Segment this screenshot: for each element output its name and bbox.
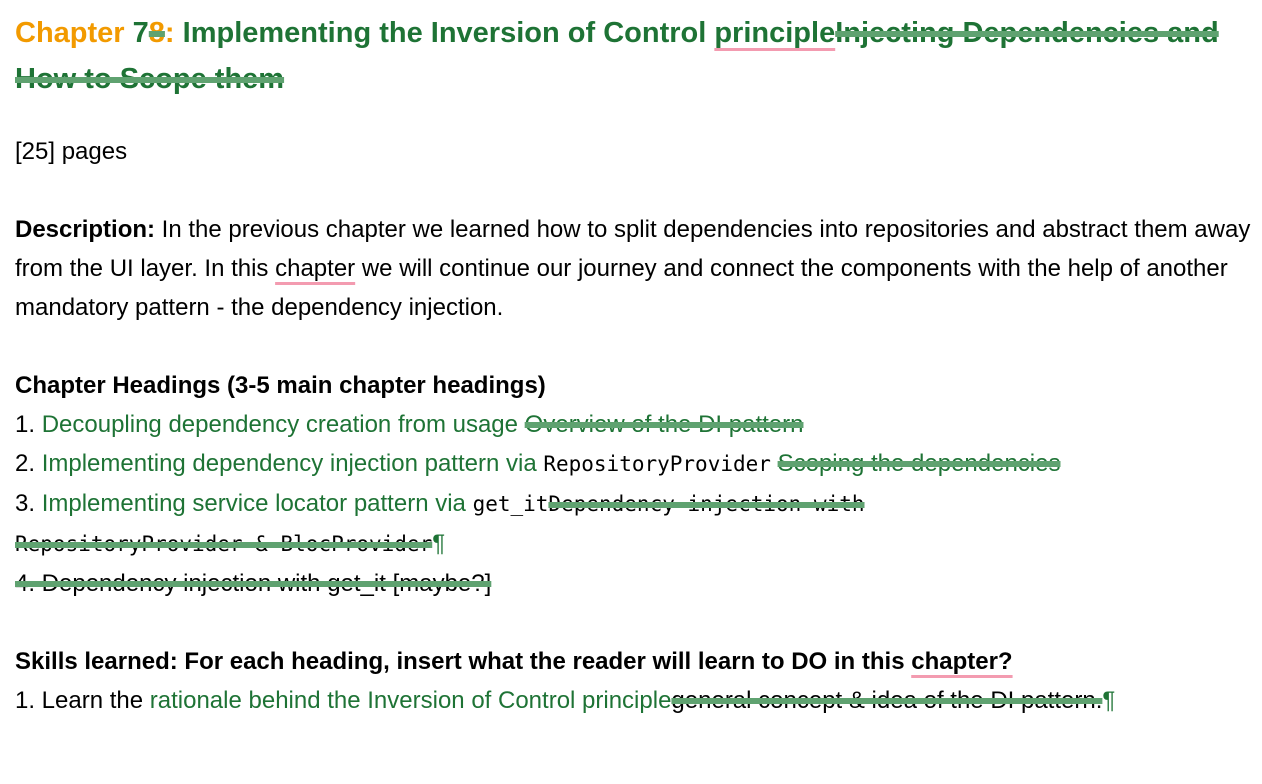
title-deleted-text: Injecting Dependencies and How to Scope them <box>15 17 1219 95</box>
title-misspelled-word[interactable]: principle <box>714 17 836 49</box>
document-page <box>15 10 1255 720</box>
headings-title <box>15 366 1255 405</box>
skill-1-pilcrow: ¶ <box>1102 687 1116 714</box>
heading-1-number: 1. <box>15 411 42 438</box>
heading-2-number: 2. <box>15 450 42 477</box>
description-paragraph[interactable] <box>15 210 1255 327</box>
description-label: Description: <box>15 216 156 243</box>
description-text-1: In the previous chapter we learned how to split dependencies into repositories and abstract them away from the UI layer. In this <box>15 216 1251 282</box>
heading-3-number: 3. <box>15 490 42 517</box>
title-colon: : <box>164 17 175 49</box>
chapter-number-deleted: 8 <box>148 17 165 49</box>
heading-item-2[interactable] <box>15 444 1255 484</box>
heading-4-deleted: 4. Dependency injection with get_it [maybe?] <box>15 570 492 597</box>
skills-title[interactable] <box>15 642 1255 681</box>
description-misspelled-word[interactable]: chapter <box>275 255 356 282</box>
spacer <box>15 603 1255 642</box>
chapter-number-inserted: 7 <box>132 17 149 49</box>
heading-item-1[interactable] <box>15 405 1255 444</box>
spacer <box>15 327 1255 366</box>
title-inserted-text: Implementing the Inversion of Control <box>174 17 715 49</box>
description-text-2: we will continue our journey and connect the components with the help of another mandatory pattern - the dependency injection. <box>15 255 1228 321</box>
skill-1-inserted: rationale behind the Inversion of Control principle <box>149 687 672 714</box>
heading-2-inserted: Implementing dependency injection pattern via <box>41 450 544 477</box>
skill-item-1[interactable] <box>15 681 1155 720</box>
skills-misspelled-word[interactable]: chapter? <box>911 648 1013 675</box>
heading-2-deleted: Scoping the dependencies <box>777 450 1061 477</box>
skill-1-deleted: general concept & idea of the DI pattern. <box>671 687 1103 714</box>
heading-item-4[interactable] <box>15 564 1255 603</box>
heading-3-code: get_it <box>472 492 549 516</box>
chapter-title[interactable] <box>15 10 1255 102</box>
heading-3-inserted: Implementing service locator pattern via <box>41 490 473 517</box>
page-count: [25] pages <box>15 138 128 165</box>
heading-3-pilcrow: ¶ <box>432 530 446 557</box>
heading-2-code: RepositoryProvider <box>543 452 771 476</box>
chapter-label: Chapter <box>15 17 133 49</box>
skill-1-prefix: 1. Learn the <box>15 687 150 714</box>
headings-title-text: Chapter Headings (3-5 main chapter headings) <box>15 372 546 399</box>
spacer <box>15 171 1255 210</box>
heading-3-deleted: Dependency injection with RepositoryProvider & BlocProvider <box>15 492 865 556</box>
heading-1-deleted: Overview of the DI pattern <box>524 411 804 438</box>
heading-item-3[interactable] <box>15 484 1015 564</box>
skills-title-text: Skills learned: For each heading, insert what the reader will learn to DO in this <box>15 648 912 675</box>
heading-1-inserted: Decoupling dependency creation from usage <box>41 411 518 438</box>
